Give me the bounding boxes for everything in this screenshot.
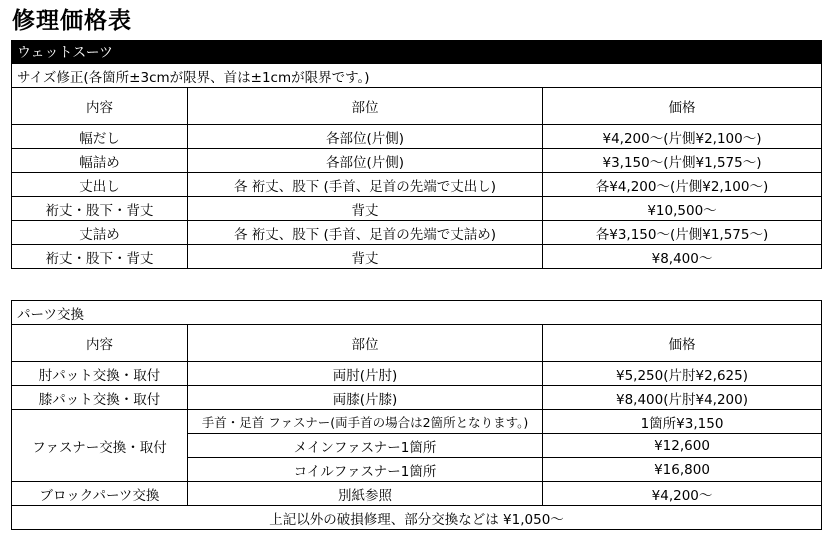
row-part: 各 裄丈、股下 (手首、足首の先端で丈詰め) — [188, 221, 543, 245]
header-part: 部位 — [188, 325, 543, 362]
parts-section-label: パーツ交換 — [12, 301, 822, 325]
zipper-price-main: ¥12,600 — [543, 434, 822, 458]
row-content: 丈詰め — [12, 221, 188, 245]
zipper-part-wrist: 手首・足首 ファスナー(両手首の場合は2箇所となります。) — [188, 410, 543, 434]
row-price: 各¥4,200～(片側¥2,100～) — [543, 173, 822, 197]
row-content: 幅詰め — [12, 149, 188, 173]
table-header-row — [12, 325, 822, 362]
size-note: サイズ修正(各箇所±3cmが限界、首は±1cmが限界です。) — [12, 64, 822, 88]
header-price: 価格 — [543, 88, 822, 125]
table-row — [12, 149, 822, 173]
row-content: 幅だし — [12, 125, 188, 149]
header-part: 部位 — [188, 88, 543, 125]
row-content: 肘パット交換・取付 — [12, 362, 188, 386]
row-content: 膝パット交換・取付 — [12, 386, 188, 410]
row-part: 背丈 — [188, 245, 543, 269]
row-part: 両膝(片膝) — [188, 386, 543, 410]
row-part: 背丈 — [188, 197, 543, 221]
row-part: 各部位(片側) — [188, 125, 543, 149]
table-row — [12, 482, 822, 506]
row-price: ¥8,400(片肘¥4,200) — [543, 386, 822, 410]
zipper-price-wrist: 1箇所¥3,150 — [543, 410, 822, 434]
row-price: ¥8,400～ — [543, 245, 822, 269]
row-part: 両肘(片肘) — [188, 362, 543, 386]
parts-table — [11, 300, 822, 530]
row-price: ¥4,200～(片側¥2,100～) — [543, 125, 822, 149]
table-header-row — [12, 88, 822, 125]
row-content: 裄丈・股下・背丈 — [12, 197, 188, 221]
zipper-part-coil: コイルファスナー1箇所 — [188, 458, 543, 482]
table-row — [12, 386, 822, 410]
block-price: ¥4,200～ — [543, 482, 822, 506]
zipper-content: ファスナー交換・取付 — [12, 410, 188, 482]
footer-note: 上記以外の破損修理、部分交換などは ¥1,050～ — [12, 506, 822, 530]
table-row — [12, 125, 822, 149]
row-price: ¥5,250(片肘¥2,625) — [543, 362, 822, 386]
header-content: 内容 — [12, 88, 188, 125]
table-row — [12, 197, 822, 221]
row-part: 各部位(片側) — [188, 149, 543, 173]
table-row — [12, 362, 822, 386]
row-content: 裄丈・股下・背丈 — [12, 245, 188, 269]
block-content: ブロックパーツ交換 — [12, 482, 188, 506]
wetsuit-table — [11, 40, 822, 269]
table-row — [12, 410, 822, 434]
zipper-part-main: メインファスナー1箇所 — [188, 434, 543, 458]
table-row — [12, 173, 822, 197]
header-content: 内容 — [12, 325, 188, 362]
page-title: 修理価格表 — [12, 8, 132, 34]
zipper-price-coil: ¥16,800 — [543, 458, 822, 482]
wetsuit-banner: ウェットスーツ — [12, 41, 822, 64]
header-price: 価格 — [543, 325, 822, 362]
table-row — [12, 221, 822, 245]
row-price: 各¥3,150～(片側¥1,575～) — [543, 221, 822, 245]
row-price: ¥3,150～(片側¥1,575～) — [543, 149, 822, 173]
row-price: ¥10,500～ — [543, 197, 822, 221]
row-content: 丈出し — [12, 173, 188, 197]
block-part: 別紙参照 — [188, 482, 543, 506]
table-row — [12, 245, 822, 269]
row-part: 各 裄丈、股下 (手首、足首の先端で丈出し) — [188, 173, 543, 197]
